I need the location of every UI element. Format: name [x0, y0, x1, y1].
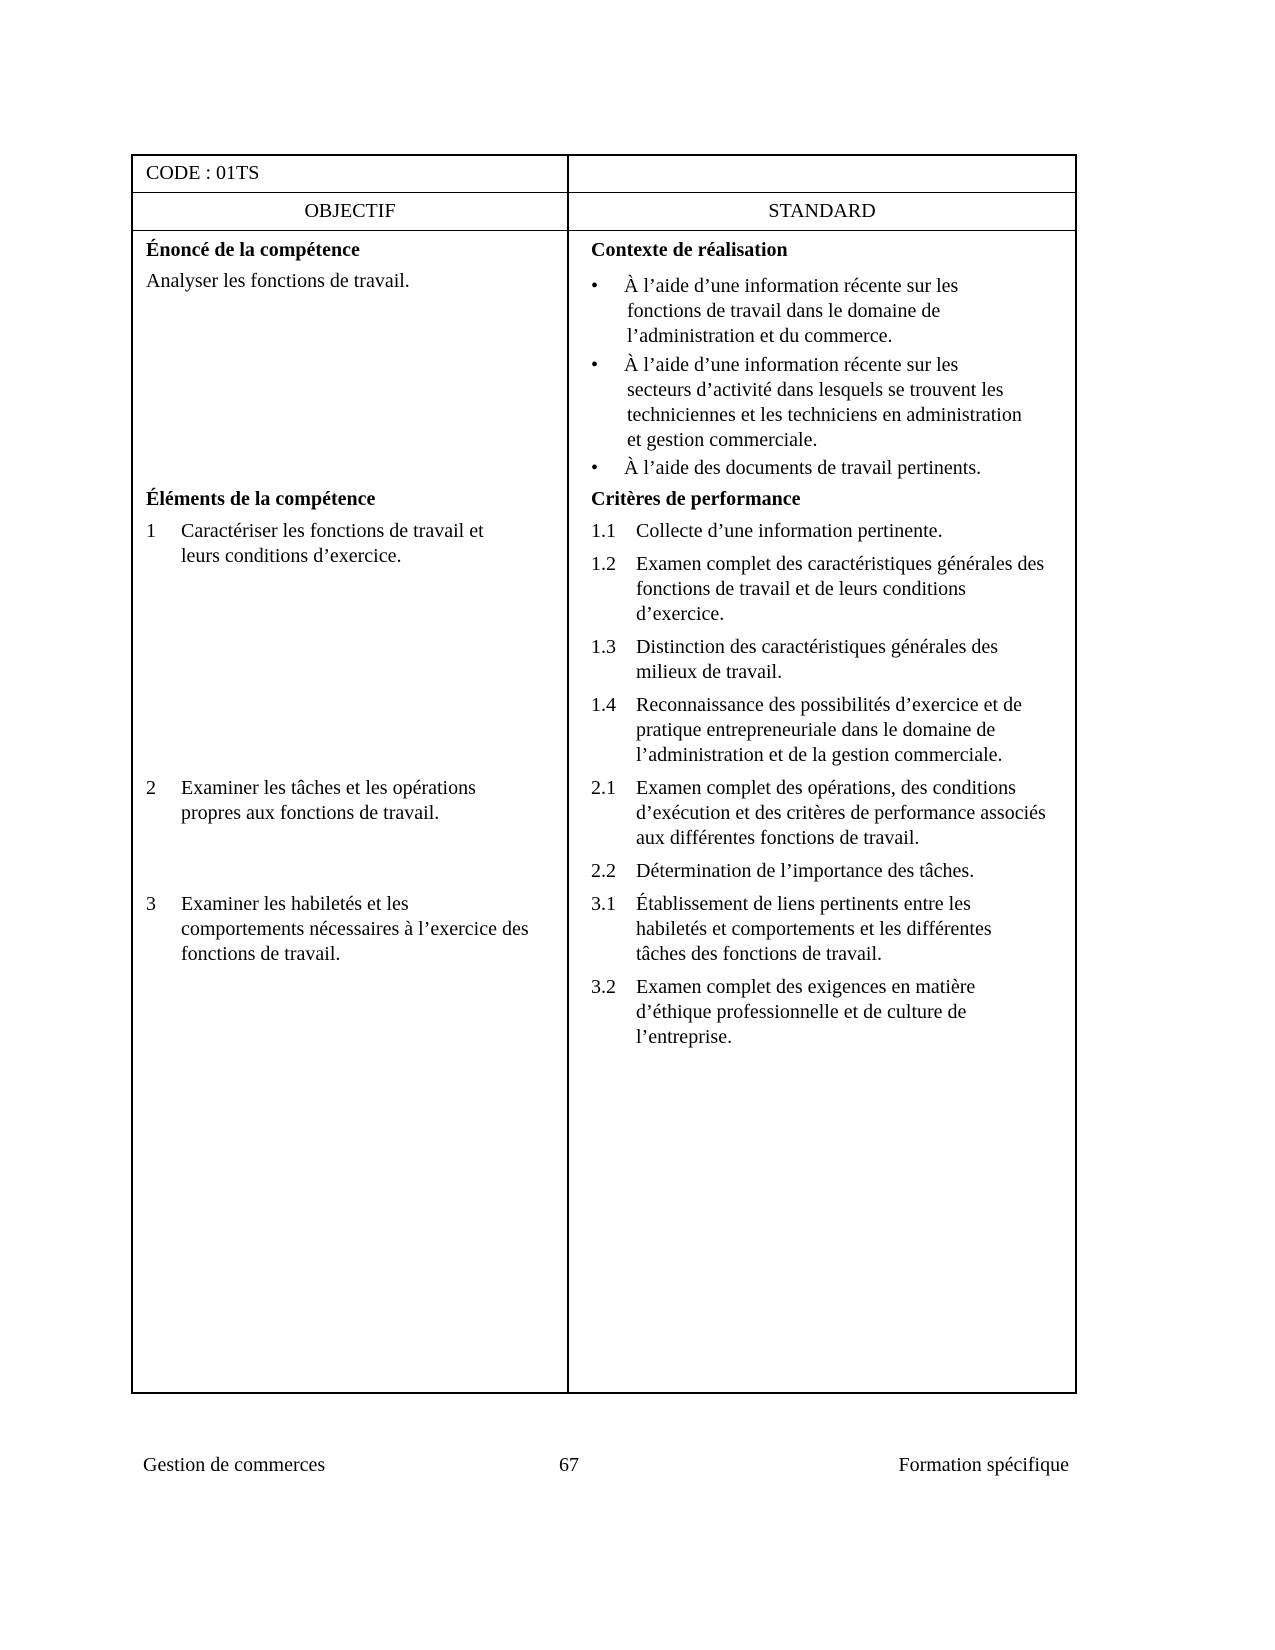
bullet-icon: • — [591, 457, 599, 479]
bullet-icon: • — [591, 275, 599, 297]
table-border-left — [131, 154, 133, 1394]
enonce-text: Analyser les fonctions de travail. — [146, 270, 410, 292]
enonce-title: Énoncé de la compétence — [146, 239, 360, 261]
code-label: CODE : 01TS — [146, 162, 260, 184]
document-page: CODE : 01TS OBJECTIF STANDARD Énoncé de la compétence Analyser les fonctions de travail. Éléments de la compétence 1 Caractériser les fonctions de travail et leurs conditions d’exercice. 2 Examiner les tâches et les opérations propres aux fonctions de travail. 3 Examiner les habiletés et les comportements nécessaires à l’exercice des fonctions de travail. Contexte de réalisation • À l’aide d’une information récente sur les fonctions de travail dans le domaine de l’administration et du commerce. • À l’aide d’une information récente sur les secteurs d’activité dans lesquels se trouvent les techniciennes et les techniciens en administration et gestion commerciale. • À l’aide des documents de travail pertinents. Critères de performance 1.1 Collecte d’une information pertinente. 1.2 Examen complet des caractéristiques générales des fonctions de travail et de leurs conditions d’exercice. 1.3 Distinction des caractéristiques générales des milieux de travail. 1.4 Reconnaissance des possibilités d’exercice et de pratique entrepreneuriale dans le domaine de l’administration et de la gestion commerciale. 2.1 Examen complet des opérations, des conditions d’exécution et des critères de performance associés aux différentes fonctions de travail. 2.2 Détermination de l’importance des tâches. 3.1 Établissement de liens pertinents entre les habiletés et comportements et les différentes tâches des fonctions de travail. 3.2 Examen complet des exigences en matière d’éthique professionnelle et de culture de l’entreprise. Gestion de commerces 67 Formation spécifique — [0, 0, 1275, 1650]
table-border-bottom — [131, 1392, 1077, 1394]
footer-right: Formation spécifique — [898, 1454, 1069, 1476]
bullet-icon: • — [591, 354, 599, 376]
page-number: 67 — [559, 1454, 579, 1476]
table-rule — [131, 192, 1077, 193]
criteres-title: Critères de performance — [591, 488, 801, 510]
elements-title: Éléments de la compétence — [146, 488, 376, 510]
footer-left: Gestion de commerces — [143, 1454, 326, 1476]
table-divider — [567, 154, 569, 1394]
table-rule — [131, 230, 1077, 231]
table-border-right — [1075, 154, 1077, 1394]
contexte-title: Contexte de réalisation — [591, 239, 788, 261]
objectif-header: OBJECTIF — [304, 200, 396, 222]
table-border-top — [131, 154, 1077, 156]
standard-header: STANDARD — [768, 200, 876, 222]
